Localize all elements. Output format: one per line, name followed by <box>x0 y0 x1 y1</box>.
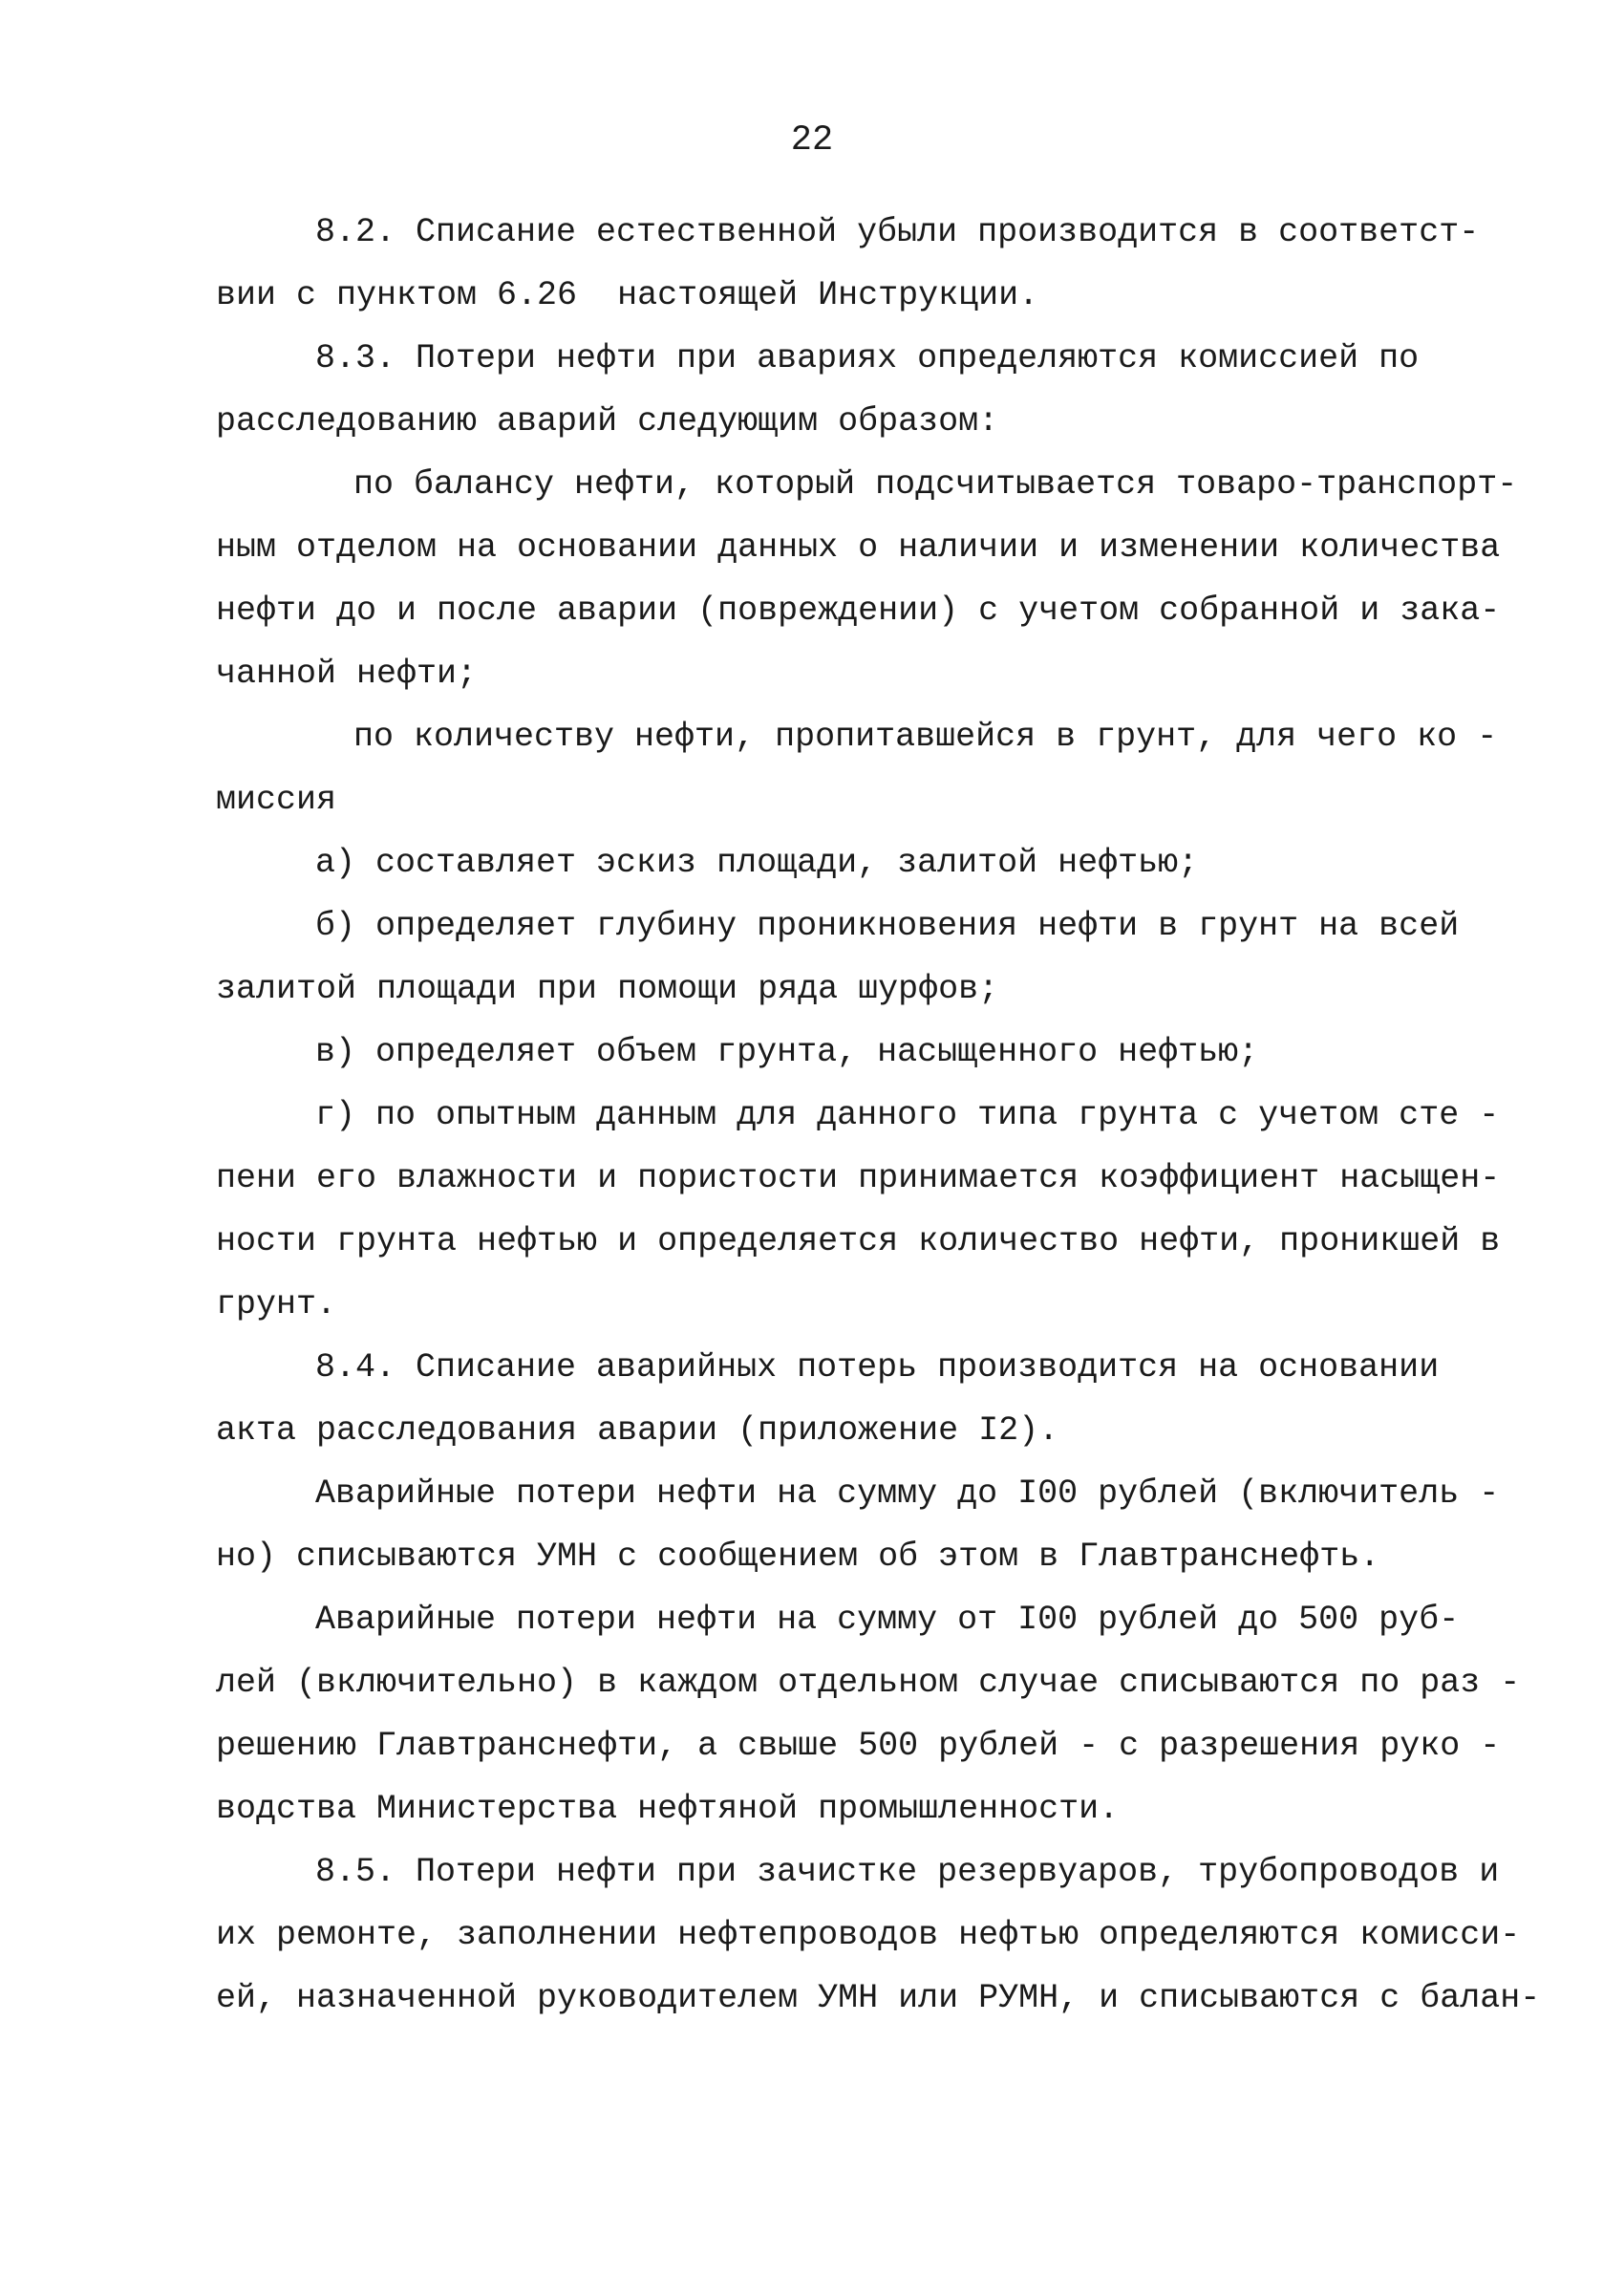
text-line-15: г) по опытным данным для данного типа грунта с учетом сте - <box>315 1096 1500 1134</box>
text-line-8: чанной нефти; <box>216 655 478 693</box>
text-line-22: но) списываются УМН с сообщением об этом в Главтранснефть. <box>216 1538 1380 1576</box>
text-line-7: нефти до и после аварии (повреждении) с учетом собранной и зака- <box>216 592 1501 630</box>
text-line-18: грунт. <box>216 1285 337 1323</box>
text-line-26: водства Министерства нефтяной промышленности. <box>216 1790 1120 1828</box>
text-line-4: расследованию аварий следующим образом: <box>216 402 999 441</box>
text-line-29: ей, назначенной руководителем УМН или РУМН, и списываются с балан- <box>216 1979 1541 2017</box>
text-line-3: 8.3. Потери нефти при авариях определяются комиссией по <box>315 339 1420 377</box>
text-line-21: Аварийные потери нефти на сумму до I00 рублей (включитель - <box>315 1474 1500 1513</box>
text-line-6: ным отделом на основании данных о наличии и изменении количества <box>216 528 1501 567</box>
text-line-16: пени его влажности и пористости принимается коэффициент насыщен- <box>216 1159 1501 1197</box>
text-line-19: 8.4. Списание аварийных потерь производится на основании <box>315 1348 1440 1387</box>
text-line-13: залитой площади при помощи ряда шурфов; <box>216 970 999 1008</box>
text-line-1: 8.2. Списание естественной убыли производится в соответст- <box>315 213 1480 251</box>
text-line-23: Аварийные потери нефти на сумму от I00 рублей до 500 руб- <box>315 1601 1460 1639</box>
page-number: 22 <box>790 120 834 161</box>
text-line-12: б) определяет глубину проникновения нефти в грунт на всей <box>315 907 1460 945</box>
text-line-14: в) определяет объем грунта, насыщенного нефтью; <box>315 1033 1259 1071</box>
text-line-28: их ремонте, заполнении нефтепроводов нефтью определяются комисси- <box>216 1916 1521 1954</box>
text-line-2: вии с пунктом 6.26 настоящей Инструкции. <box>216 276 1039 314</box>
text-line-5: по балансу нефти, который подсчитывается товаро-транспорт- <box>353 465 1518 504</box>
text-line-20: акта расследования аварии (приложение I2). <box>216 1411 1059 1450</box>
text-line-24: лей (включительно) в каждом отдельном случае списываются по раз - <box>216 1664 1521 1702</box>
text-line-27: 8.5. Потери нефти при зачистке резервуаров, трубопроводов и <box>315 1853 1500 1891</box>
text-line-11: а) составляет эскиз площади, залитой нефтью; <box>315 844 1199 882</box>
text-line-10: миссия <box>216 781 337 819</box>
text-line-9: по количеству нефти, пропитавшейся в грунт, для чего ко - <box>353 718 1498 756</box>
text-line-25: решению Главтранснефти, а свыше 500 рублей - с разрешения руко - <box>216 1727 1501 1765</box>
text-line-17: ности грунта нефтью и определяется количество нефти, проникшей в <box>216 1222 1501 1260</box>
